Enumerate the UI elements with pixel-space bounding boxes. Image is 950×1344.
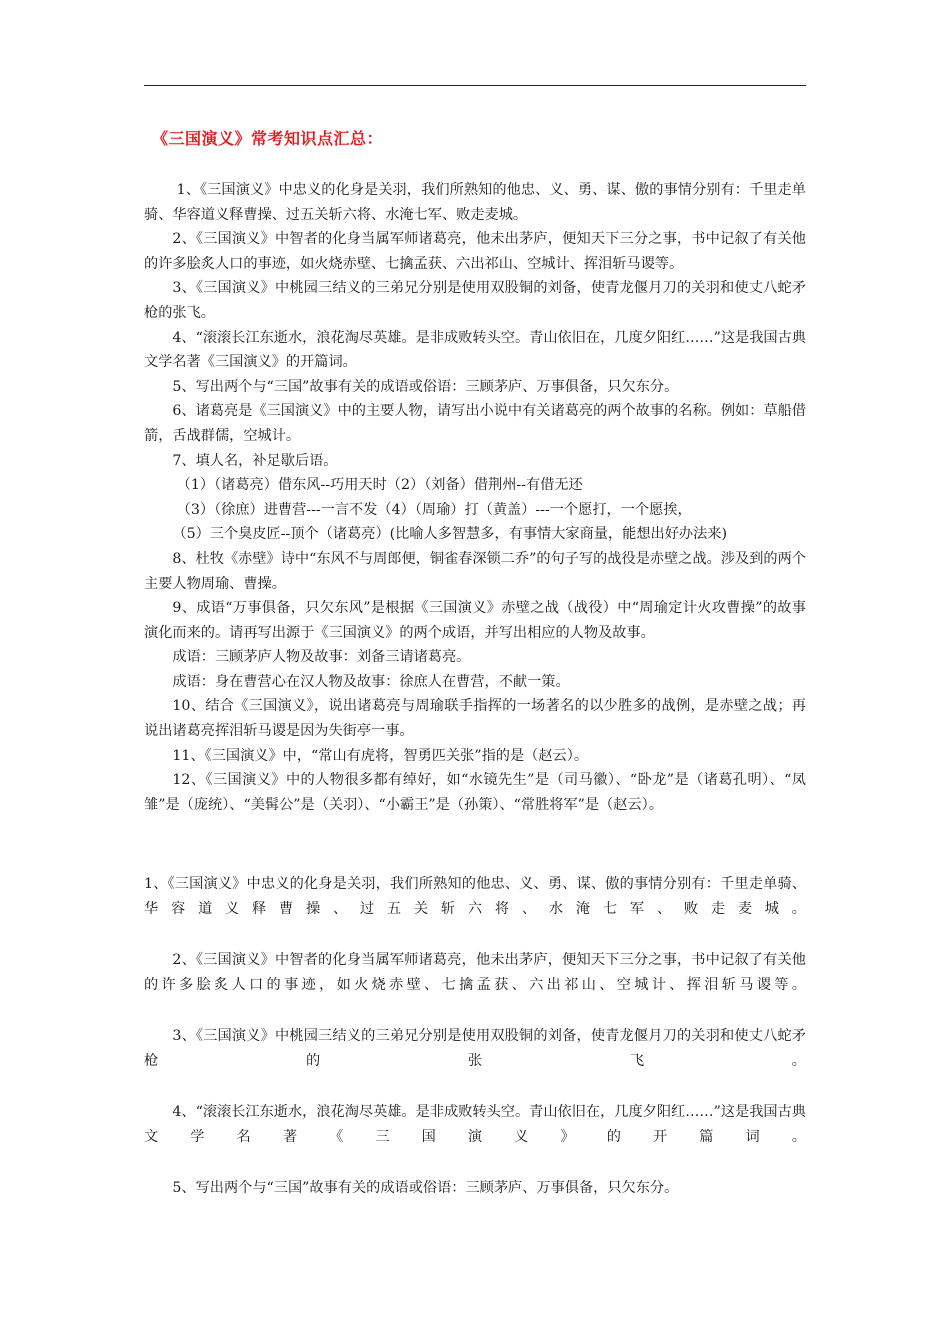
paragraph-1: 1、《三国演义》中忠义的化身是关羽，我们所熟知的他忠、义、勇、谋、傲的事情分别有：千里走单骑、华容道义释曹操、过五关斩六将、水淹七军、败走麦城。 (144, 182, 806, 223)
paragraph-6: 6、诸葛亮是《三国演义》中的主要人物，请写出小说中有关诸葛亮的两个故事的名称。例如：草船借箭，舌战群儒，空城计。 (144, 403, 806, 444)
paragraph-11: 11、《三国演义》中，“常山有虎将，智勇匹关张”指的是（赵云）。 (172, 747, 589, 764)
repeat-paragraph-3: 3、《三国演义》中桃园三结义的三弟兄分别是使用双股铜的刘备，使青龙偃月刀的关羽和使丈八蛇矛枪的张飞。 (144, 1028, 806, 1069)
paragraph-5: 5、写出两个与“三国”故事有关的成语或俗语：三顾茅庐、万事俱备，只欠东分。 (172, 378, 679, 395)
idiom-line-1: 成语：三顾茅庐人物及故事：刘备三请诸葛亮。 (172, 649, 471, 666)
paragraph-4: 4、“滚滚长江东逝水，浪花淘尽英雄。是非成败转头空。青山依旧在，几度夕阳红……”这是我国古典文学名著《三国演义》的开篇词。 (144, 329, 806, 371)
repeat-paragraph-4: 4、“滚滚长江东逝水，浪花淘尽英雄。是非成败转头空。青山依旧在，几度夕阳红……”这是我国古典文学名著《三国演义》的开篇词。 (144, 1104, 806, 1145)
knowledge-list (144, 178, 806, 817)
idiom-line-2: 成语：身在曹营心在汉人物及故事：徐庶人在曹营，不献一策。 (172, 673, 570, 690)
repeat-paragraph-2: 2、《三国演义》中智者的化身当属军师诸葛亮，他未出茅庐，便知天下三分之事，书中记叙了有关他的许多脍炙人口的事迹，如火烧赤壁、七擒孟获、六出祁山、空城计、挥泪斩马谡等。 (144, 952, 806, 993)
paragraph-3: 3、《三国演义》中桃园三结义的三弟兄分别是使用双股铜的刘备，使青龙偃月刀的关羽和使丈八蛇矛枪的张飞。 (144, 280, 806, 321)
paragraph-7: 7、填人名，补足歇后语。 (172, 452, 338, 469)
paragraph-2: 2、《三国演义》中智者的化身当属军师诸葛亮，他未出茅庐，便知天下三分之事，书中记叙了有关他的许多脍炙人口的事迹，如火烧赤壁、七擒孟获、六出祁山、空城计、挥泪斩马谡等。 (144, 231, 806, 272)
repeated-section (144, 872, 806, 1227)
repeat-paragraph-5: 5、写出两个与“三国”故事有关的成语或俗语：三顾茅庐、万事俱备，只欠东分。 (172, 1180, 679, 1196)
repeat-paragraph-1: 1、《三国演义》中忠义的化身是关羽，我们所熟知的他忠、义、勇、谋、傲的事情分别有：千里走单骑、华容道义释曹操、过五关斩六将、水淹七军、败走麦城。 (144, 876, 806, 917)
document-title: 《三国演义》常考知识点汇总： (152, 129, 384, 148)
paragraph-10: 10、结合《三国演义》，说出诸葛亮与周瑜联手指挥的一场著名的以少胜多的战例，是赤壁之战；再说出诸葛亮挥泪斩马谡是因为失街亭一事。 (144, 698, 806, 740)
xiehouyu-line-2: （3）（徐庶）进曹营---一言不发（4）（周瑜）打（黄盖）---一个愿打，一个愿挨， (176, 501, 692, 518)
paragraph-12: 12、《三国演义》中的人物很多都有绰好，如“水镜先生”是（司马徽）、“卧龙”是（诸葛孔明）、“凤雏”是（庞统）、“美髯公”是（关羽）、“小霸王”是（孙策）、“常胜将军”是（赵云）。 (144, 772, 806, 813)
xiehouyu-line-1: （1）（诸葛亮）借东风--巧用天时（2）（刘备）借荆州--有借无还 (176, 477, 583, 494)
paragraph-8: 8、杜牧《赤壁》诗中“东风不与周郎便，铜雀春深锁二乔”的句子写的战役是赤壁之战。涉及到的两个主要人物周瑜、曹操。 (144, 550, 806, 592)
paragraph-9: 9、成语“万事俱备，只欠东风”是根据《三国演义》赤壁之战（战役）中“周瑜定计火攻曹操”的故事演化而来的。请再写出源于《三国演义》的两个成语，并写出相应的人物及故事。 (144, 600, 806, 641)
header-rule (144, 85, 806, 86)
xiehouyu-line-3: （5）三个臭皮匠--顶个（诸葛亮）(比喻人多智慧多，有事情大家商量，能想出好办法来) (172, 526, 728, 543)
